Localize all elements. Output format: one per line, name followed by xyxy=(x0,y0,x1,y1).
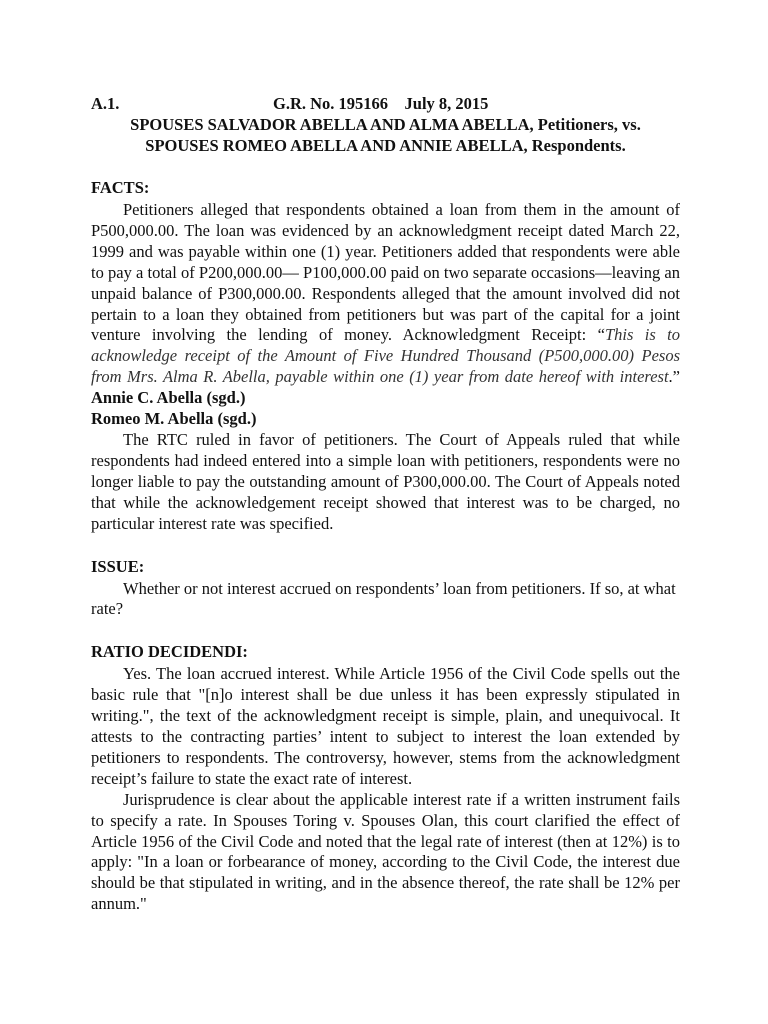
signature-romeo: Romeo M. Abella (sgd.) xyxy=(91,409,257,429)
issue-paragraph: Whether or not interest accrued on respondents’ loan from petitioners. If so, at what rate? xyxy=(91,578,676,619)
case-reference: G.R. No. 195166 July 8, 2015 xyxy=(273,94,489,113)
petitioners-line: SPOUSES SALVADOR ABELLA AND ALMA ABELLA, Petitioners, vs. xyxy=(130,115,641,134)
ratio-paragraph-1: Yes. The loan accrued interest. While Article 1956 of the Civil Code spells out the basic rule that "[n]o interest shall be due unless it has been expressly stipulated in writing.", the text of the acknowledgment receipt is simple, plain, and unequivocal. It attests to the contracting parties’ intent to subject to interest the loan extended by petitioners to respondents. The controversy, however, stems from the acknowledgment receipt’s failure to state the exact rate of interest. xyxy=(91,664,680,788)
case-number: A.1. xyxy=(91,94,120,113)
ratio-paragraph-2: Jurisprudence is clear about the applicable interest rate if a written instrument fails to specify a rate. In Spouses Toring v. Spouses Olan, this court clarified the effect of Article 1956 of the Civil Code and noted that the legal rate of interest (then at 12%) is to apply: "In a loan or forbearance of money, according to the Civil Code, the interest due should be that stipulated in writing, and in the absence thereof, the rate shall be 12% per annum." xyxy=(91,789,680,914)
respondents-line: SPOUSES ROMEO ABELLA AND ANNIE ABELLA, Respondents. xyxy=(145,136,626,155)
quote-close: .” xyxy=(668,367,680,387)
ratio-heading: RATIO DECIDENDI: xyxy=(91,642,248,662)
case-heading xyxy=(91,93,680,114)
signature-annie: Annie C. Abella (sgd.) xyxy=(91,388,246,408)
facts-heading: FACTS: xyxy=(91,178,150,197)
facts-lead-text: Petitioners alleged that respondents obtained a loan from them in the amount of P500,000.00. The loan was evidenced by an acknowledgment receipt dated March 22, 1999 and was payable within one (1) year. Petitioners added that respondents were able to pay a total of P200,000.00— P100,000.00 paid on two separate occasions—leaving an unpaid balance of P300,000.00. Respondents alleged that the amount involved did not pertain to a loan they obtained from petitioners but was part of the capital for a joint venture involving the lending of money. Acknowledgment Receipt: “ xyxy=(91,200,680,345)
facts-paragraph-1 xyxy=(91,200,680,430)
facts-paragraph-2: The RTC ruled in favor of petitioners. The Court of Appeals ruled that while respondents had indeed entered into a simple loan with petitioners, respondents were no longer liable to pay the outstanding amount of P300,000.00. The Court of Appeals noted that while the acknowledgement receipt showed that interest was to be charged, no particular interest rate was specified. xyxy=(91,429,680,533)
issue-heading: ISSUE: xyxy=(91,556,145,576)
receipt-quote: This is to acknowledge receipt of the Amount of Five Hundred Thousand (P500,000.00) Pesos from Mrs. Alma R. Abella, payable within one (1) year from date hereof with interest xyxy=(91,325,680,387)
